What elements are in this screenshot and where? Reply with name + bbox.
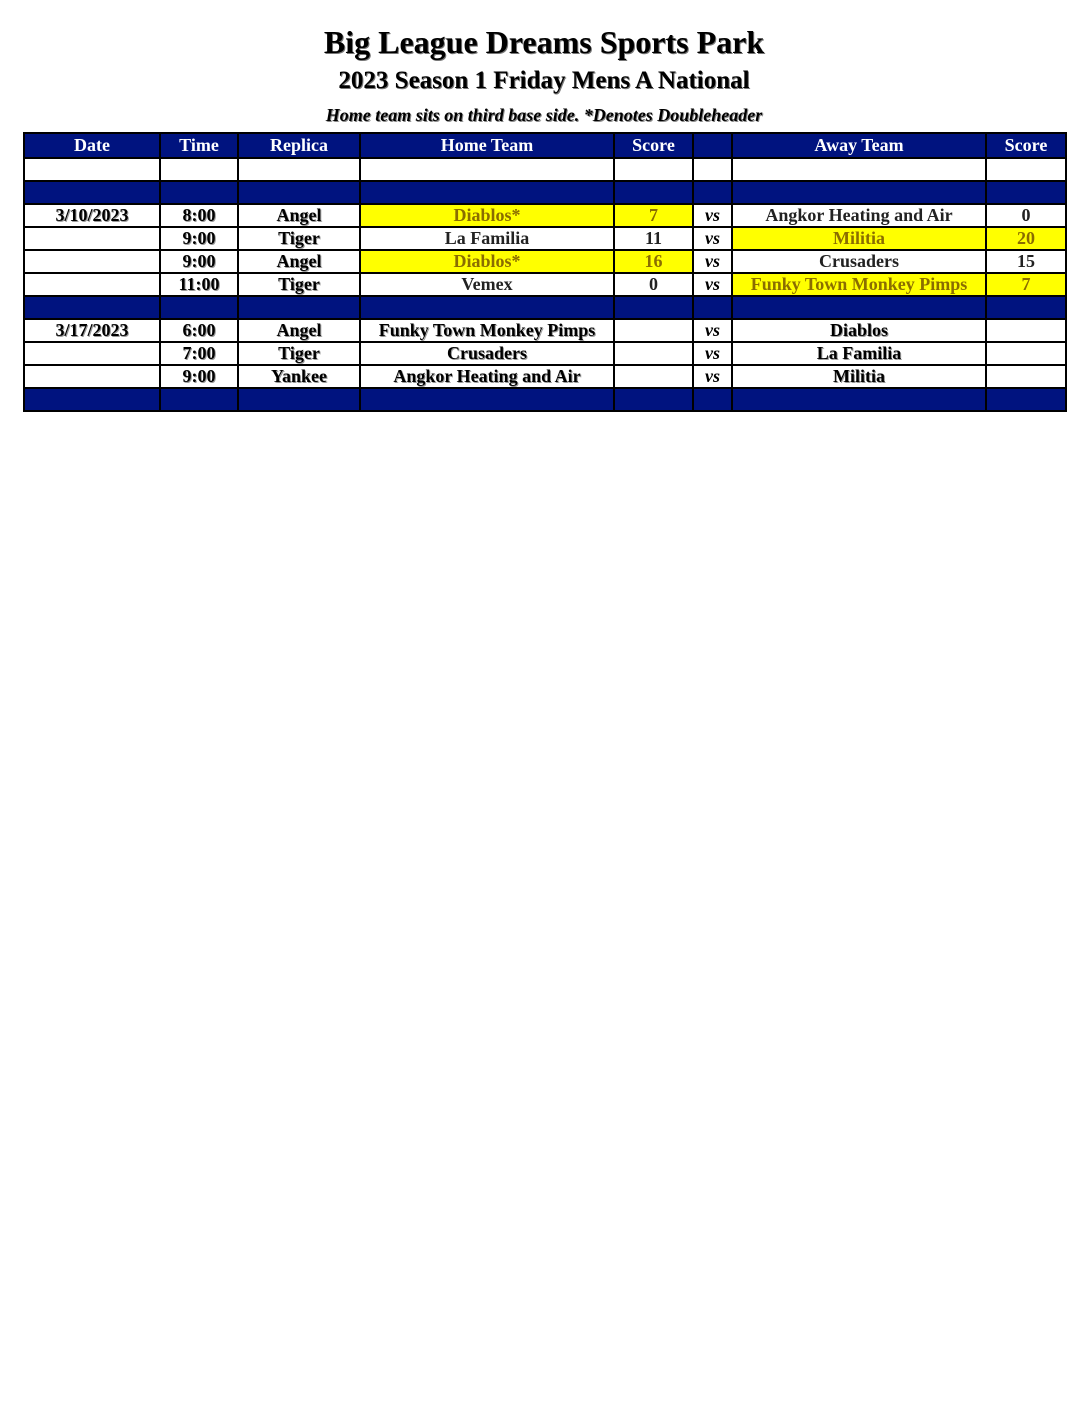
game-time: 6:00 xyxy=(160,319,238,342)
column-header-replica: Replica xyxy=(238,133,360,158)
game-time: 9:00 xyxy=(160,227,238,250)
vs-label: vs xyxy=(693,319,732,342)
game-time: 7:00 xyxy=(160,342,238,365)
vs-label: vs xyxy=(693,250,732,273)
game-field: Tiger xyxy=(238,342,360,365)
table-header-row xyxy=(24,133,1066,158)
table-cell xyxy=(986,388,1066,411)
table-cell xyxy=(614,296,693,319)
game-field: Tiger xyxy=(238,273,360,296)
away-score: 20 xyxy=(986,227,1066,250)
away-score xyxy=(986,319,1066,342)
table-cell xyxy=(693,181,732,204)
table-cell xyxy=(732,388,986,411)
away-team: Crusaders xyxy=(732,250,986,273)
game-row xyxy=(24,250,1066,273)
home-team: Angkor Heating and Air xyxy=(360,365,614,388)
game-row xyxy=(24,342,1066,365)
game-row xyxy=(24,365,1066,388)
game-field: Yankee xyxy=(238,365,360,388)
separator-row xyxy=(24,388,1066,411)
column-header-home-team: Home Team xyxy=(360,133,614,158)
table-cell xyxy=(238,388,360,411)
column-header-time: Time xyxy=(160,133,238,158)
game-row xyxy=(24,204,1066,227)
table-cell xyxy=(986,181,1066,204)
away-score: 0 xyxy=(986,204,1066,227)
game-date xyxy=(24,227,160,250)
home-team: Vemex xyxy=(360,273,614,296)
home-team: Crusaders xyxy=(360,342,614,365)
table-cell xyxy=(24,181,160,204)
game-date xyxy=(24,342,160,365)
away-team: Diablos xyxy=(732,319,986,342)
table-cell xyxy=(360,296,614,319)
game-time: 11:00 xyxy=(160,273,238,296)
game-date: 3/10/2023 xyxy=(24,204,160,227)
away-team: Angkor Heating and Air xyxy=(732,204,986,227)
table-cell xyxy=(732,158,986,181)
table-cell xyxy=(160,158,238,181)
table-cell xyxy=(24,388,160,411)
table-cell xyxy=(732,181,986,204)
game-date xyxy=(24,273,160,296)
away-team: Militia xyxy=(732,365,986,388)
game-field: Angel xyxy=(238,204,360,227)
column-header-date: Date xyxy=(24,133,160,158)
table-cell xyxy=(986,296,1066,319)
table-cell xyxy=(693,158,732,181)
schedule-note: Home team sits on third base side. *Denotes Doubleheader xyxy=(325,105,763,125)
table-cell xyxy=(360,388,614,411)
game-row xyxy=(24,227,1066,250)
game-row xyxy=(24,273,1066,296)
page-subtitle: 2023 Season 1 Friday Mens A National xyxy=(338,67,750,94)
table-cell xyxy=(24,296,160,319)
home-score: 7 xyxy=(614,204,693,227)
game-field: Angel xyxy=(238,319,360,342)
table-cell xyxy=(732,296,986,319)
game-time: 9:00 xyxy=(160,250,238,273)
away-score: 15 xyxy=(986,250,1066,273)
table-cell xyxy=(160,388,238,411)
vs-label: vs xyxy=(693,227,732,250)
game-date xyxy=(24,250,160,273)
table-cell xyxy=(360,181,614,204)
table-cell xyxy=(24,158,160,181)
home-team: La Familia xyxy=(360,227,614,250)
home-team: Diablos* xyxy=(360,204,614,227)
column-header-home-score: Score xyxy=(614,133,693,158)
table-cell xyxy=(360,158,614,181)
game-field: Tiger xyxy=(238,227,360,250)
away-team: Militia xyxy=(732,227,986,250)
table-cell xyxy=(614,181,693,204)
game-time: 8:00 xyxy=(160,204,238,227)
game-date xyxy=(24,365,160,388)
separator-row xyxy=(24,296,1066,319)
schedule-table xyxy=(23,132,1067,412)
away-team: La Familia xyxy=(732,342,986,365)
table-cell xyxy=(238,296,360,319)
home-score: 0 xyxy=(614,273,693,296)
vs-label: vs xyxy=(693,273,732,296)
away-score xyxy=(986,342,1066,365)
blank-row xyxy=(24,158,1066,181)
table-cell xyxy=(693,296,732,319)
table-cell xyxy=(986,158,1066,181)
home-score: 16 xyxy=(614,250,693,273)
table-cell xyxy=(614,158,693,181)
away-score: 7 xyxy=(986,273,1066,296)
table-cell xyxy=(614,388,693,411)
column-header-away-score: Score xyxy=(986,133,1066,158)
home-team: Diablos* xyxy=(360,250,614,273)
vs-label: vs xyxy=(693,204,732,227)
game-row xyxy=(24,319,1066,342)
game-date: 3/17/2023 xyxy=(24,319,160,342)
table-cell xyxy=(160,296,238,319)
game-field: Angel xyxy=(238,250,360,273)
game-time: 9:00 xyxy=(160,365,238,388)
home-score xyxy=(614,319,693,342)
page-title: Big League Dreams Sports Park xyxy=(323,24,765,60)
home-score: 11 xyxy=(614,227,693,250)
table-cell xyxy=(238,181,360,204)
column-header-away-team: Away Team xyxy=(732,133,986,158)
table-cell xyxy=(693,388,732,411)
home-team: Funky Town Monkey Pimps xyxy=(360,319,614,342)
home-score xyxy=(614,342,693,365)
vs-label: vs xyxy=(693,365,732,388)
away-team: Funky Town Monkey Pimps xyxy=(732,273,986,296)
home-score xyxy=(614,365,693,388)
separator-row xyxy=(24,181,1066,204)
table-cell xyxy=(238,158,360,181)
table-cell xyxy=(160,181,238,204)
vs-label: vs xyxy=(693,342,732,365)
away-score xyxy=(986,365,1066,388)
column-header-vs xyxy=(693,133,732,158)
